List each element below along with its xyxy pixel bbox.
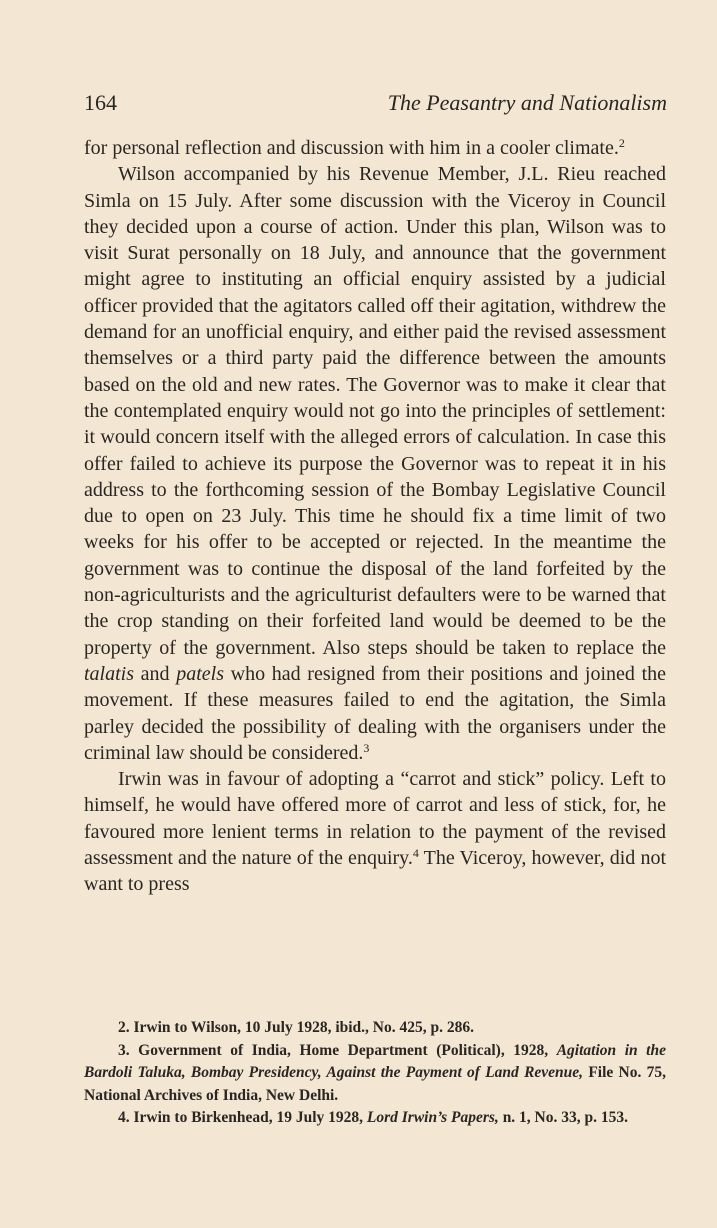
term-talatis: talatis bbox=[84, 662, 135, 685]
footnote-3-text-b: File No. 75, National Archives of India, New Delhi. bbox=[84, 1064, 666, 1104]
paragraph-3-text-a: Irwin was in favour of adopting a “carrot and stick” policy. Left to himself, he would have offered more of carrot and less of stick, for, he favoured more lenient terms in relation to the payment of the revised assessment and the nature of the enquiry. bbox=[84, 768, 666, 870]
paragraph-2-text-a: Wilson accompanied by his Revenue Member, J.L. Rieu reached Simla on 15 July. After some discussion with the Viceroy in Council they decided upon a course of action. Under this plan, Wilson was to visit Surat personally on 18 July, and announce that the government might agree to instituting an official enquiry assisted by a judicial officer provided that the agitators called off their agitation, withdrew the demand for an unofficial enquiry, and either paid the revised assessment themselves or a third party paid the difference between the amounts based on the old and new rates. The Governor was to make it clear that the contemplated enquiry would not go into the principles of settlement: it would concern itself with the alleged errors of calculation. In case this offer failed to achieve its purpose the Governor was to repeat it in his address to the forthcoming session of the Bombay Legislative Council due to open on 23 July. This time he should fix a time limit of two weeks for his offer to be accepted or rejected. In the meantime the government was to continue the disposal of the land forfeited by the non-agriculturists and the agriculturist defaulters were to be warned that the crop standing on their forfeited land would be deemed to be the property of the government. Also steps should be taken to replace the bbox=[84, 163, 666, 659]
footnote-3-title: Agitation in the Bardoli Taluka, Bombay Presidency, Against the Payment of Land Revenue, bbox=[84, 1041, 666, 1081]
footnote-4-title: Lord Irwin’s Papers, bbox=[366, 1109, 499, 1126]
running-title: The Peasantry and Nationalism bbox=[387, 90, 667, 115]
paragraph-2-text-c: who had resigned from their positions and joined the movement. If these measures failed to end the agitation, the Simla parley decided the possibility of dealing with the organisers under the criminal law should be considered. bbox=[84, 662, 667, 764]
paragraph-2-text-b: and bbox=[140, 662, 170, 685]
footnotes bbox=[84, 1017, 666, 1130]
footnote-3-text-a: 3. Government of India, Home Department (Political), 1928, bbox=[118, 1041, 549, 1059]
paragraph-3 bbox=[84, 766, 666, 897]
paragraph-1-text: for personal reflection and discussion with him in a cooler climate. bbox=[84, 137, 619, 159]
footnote-4 bbox=[84, 1107, 666, 1130]
footnote-ref-4: 4 bbox=[412, 846, 419, 861]
paragraph-2 bbox=[84, 161, 666, 766]
footnote-4-text-b: n. 1, No. 33, p. 153. bbox=[502, 1109, 628, 1126]
footnote-ref-2: 2 bbox=[618, 136, 625, 150]
footnote-3 bbox=[84, 1040, 666, 1108]
page-number: 164 bbox=[84, 90, 117, 115]
footnote-2 bbox=[84, 1017, 666, 1040]
term-patels: patels bbox=[176, 662, 224, 685]
footnote-4-text-a: 4. Irwin to Birkenhead, 19 July 1928, bbox=[118, 1109, 364, 1126]
footnote-ref-3: 3 bbox=[363, 740, 370, 755]
paragraph-3-text-b: The Viceroy, however, did not want to press bbox=[84, 847, 666, 896]
paragraph-1 bbox=[84, 135, 666, 161]
body-text bbox=[84, 135, 666, 898]
footnote-2-text: 2. Irwin to Wilson, 10 July 1928, ibid., No. 425, p. 286. bbox=[118, 1019, 474, 1036]
running-header bbox=[84, 90, 667, 116]
